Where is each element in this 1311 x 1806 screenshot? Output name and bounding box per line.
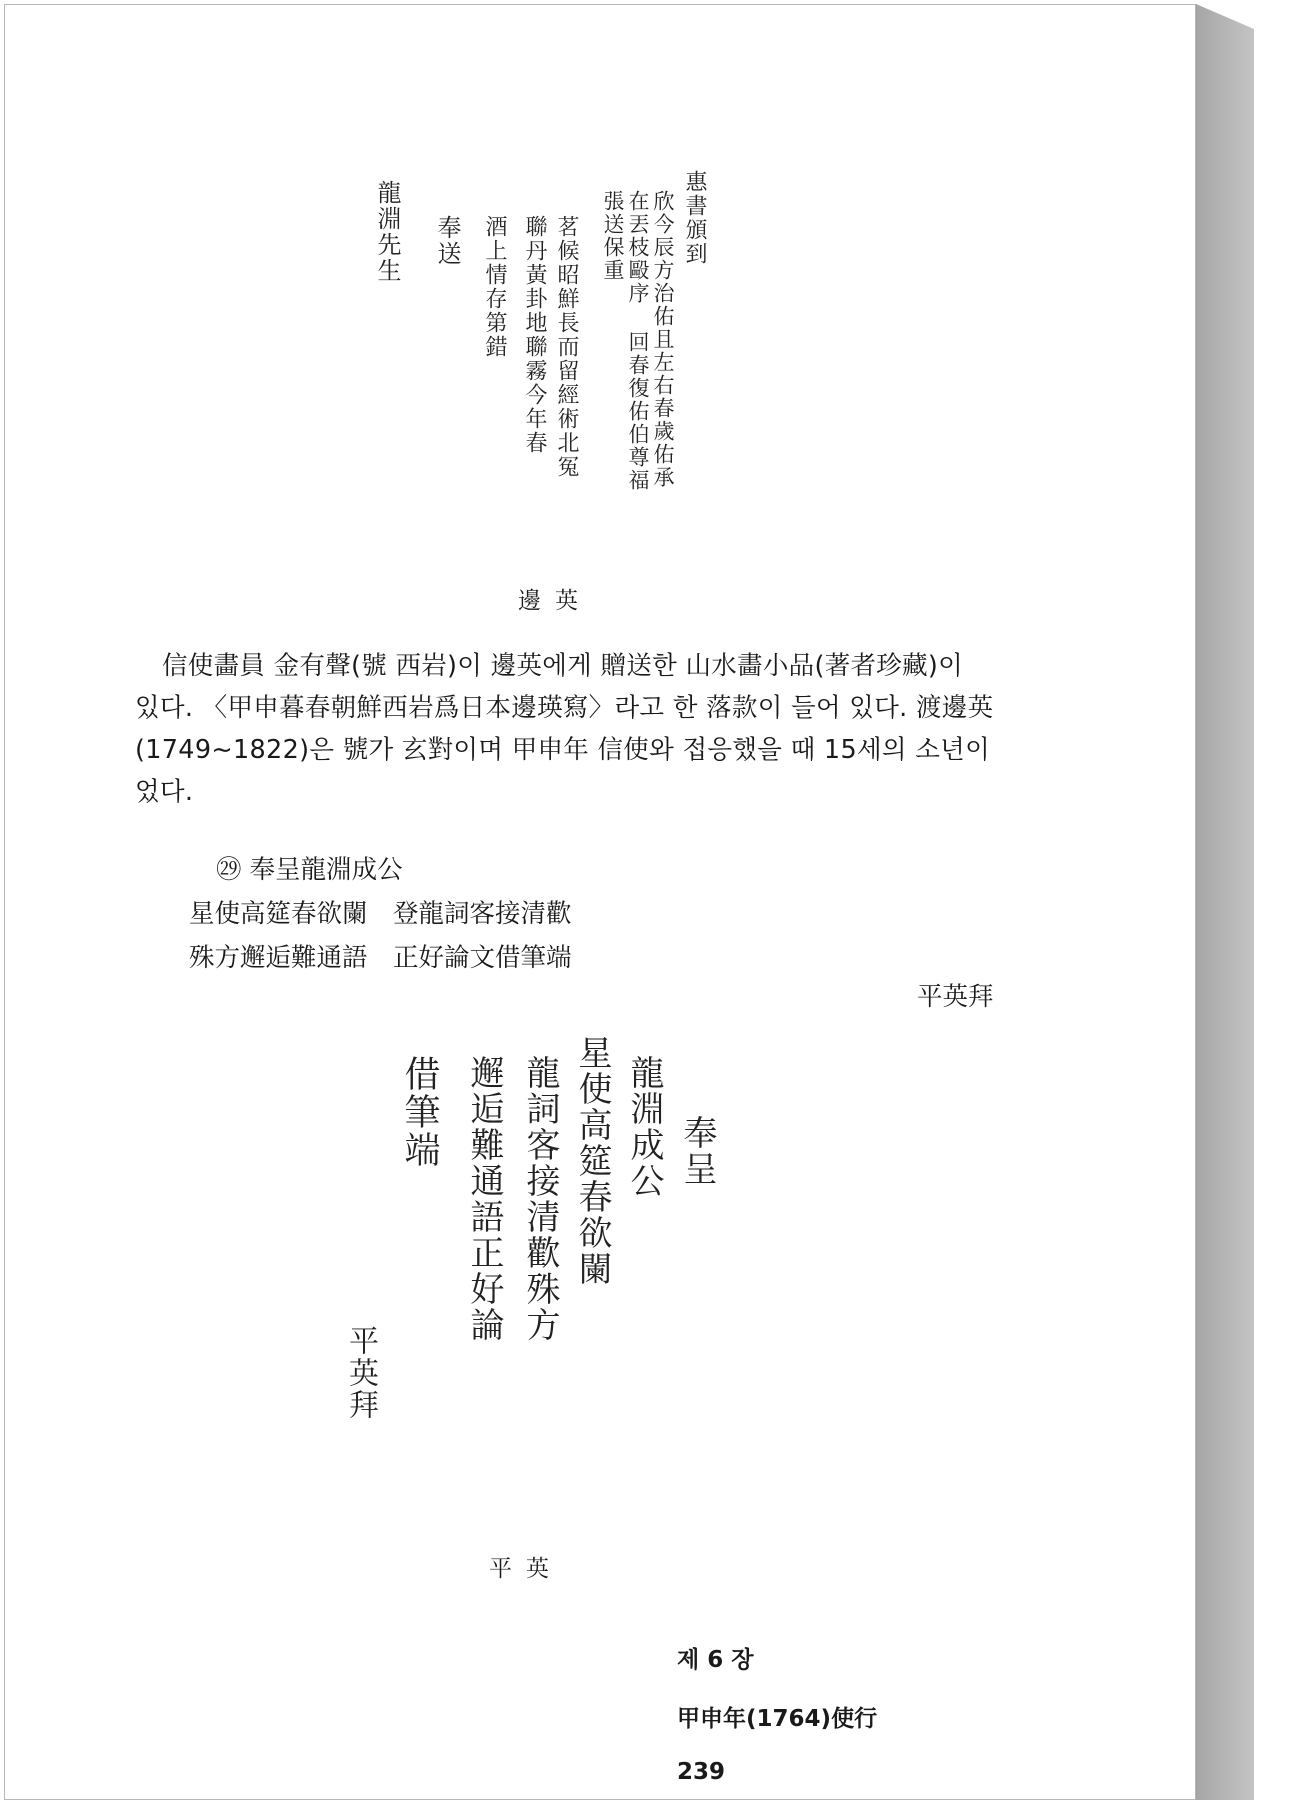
calligraphy-column: 星使高筵春欲闌 (572, 1035, 612, 1287)
poem-line: 星使高筵春欲闌 登龍詞客接清歡 (189, 899, 572, 929)
calligraphy-column: 龍淵先生 (373, 180, 401, 284)
poem-block (189, 848, 572, 980)
calligraphy-column: 借筆端 (399, 1055, 440, 1169)
calligraphy-column: 酒上情存第錯 (482, 215, 507, 359)
calligraphy-column: 龍詞客接清歡殊方 (520, 1055, 560, 1343)
page-footer (645, 1615, 877, 1806)
poem-line: 殊方邂逅難通語 正好論文借筆端 (189, 943, 572, 973)
calligraphy-column: 平英拜 (343, 1325, 378, 1421)
paragraph-line: 信使畵員 金有聲(號 西岩)이 邊英에게 贈送한 山水畵小品(著者珍藏)이 (162, 651, 964, 681)
book-edge (1196, 4, 1256, 1800)
calligraphy-column: 在丟枝毆序 回春復佑伯尊福 (626, 190, 650, 492)
paragraph-line: (1749∼1822)은 號가 玄對이며 甲申年 信使와 접응했을 때 15세의 소년이 (135, 735, 991, 765)
calligraphy-column: 張送保重 (601, 190, 625, 282)
chapter-label: 제 6 장 (677, 1647, 754, 1673)
figure2-caption: 平英 (489, 1556, 563, 1582)
paragraph-line: 있다. 〈甲申暮春朝鮮西岩爲日本邊瑛寫〉라고 한 落款이 들어 있다. 渡邊英 (135, 693, 994, 723)
calligraphy-column: 聯丹黃卦地聯霧今年春 (522, 215, 547, 455)
calligraphy-column: 奉送 (433, 215, 461, 267)
calligraphy-column: 龍淵成公 (624, 1055, 664, 1199)
calligraphy-column: 茗候昭鮮長而留經術北冤 (554, 215, 579, 479)
calligraphy-column: 邂逅難通語正好論 (464, 1055, 504, 1343)
calligraphy-column: 欣今辰方治佑且左右春歲佑承 (651, 190, 675, 489)
figure1-caption: 邊英 (518, 588, 592, 614)
body-paragraph (135, 645, 1035, 813)
calligraphy-letter-figure (365, 170, 725, 550)
book-page (4, 4, 1196, 1800)
poem-signature: 平英拜 (917, 982, 994, 1012)
page-number: 239 (677, 1759, 726, 1785)
calligraphy-column: 惠書頒到 (682, 170, 707, 266)
chapter-title: 甲申年(1764)使行 (677, 1706, 878, 1732)
poem-title: ㉙ 奉呈龍淵成公 (216, 855, 403, 885)
calligraphy-column: 奉呈 (677, 1115, 717, 1187)
calligraphy-poem-figure (335, 1035, 735, 1475)
paragraph-line: 었다. (135, 777, 194, 807)
